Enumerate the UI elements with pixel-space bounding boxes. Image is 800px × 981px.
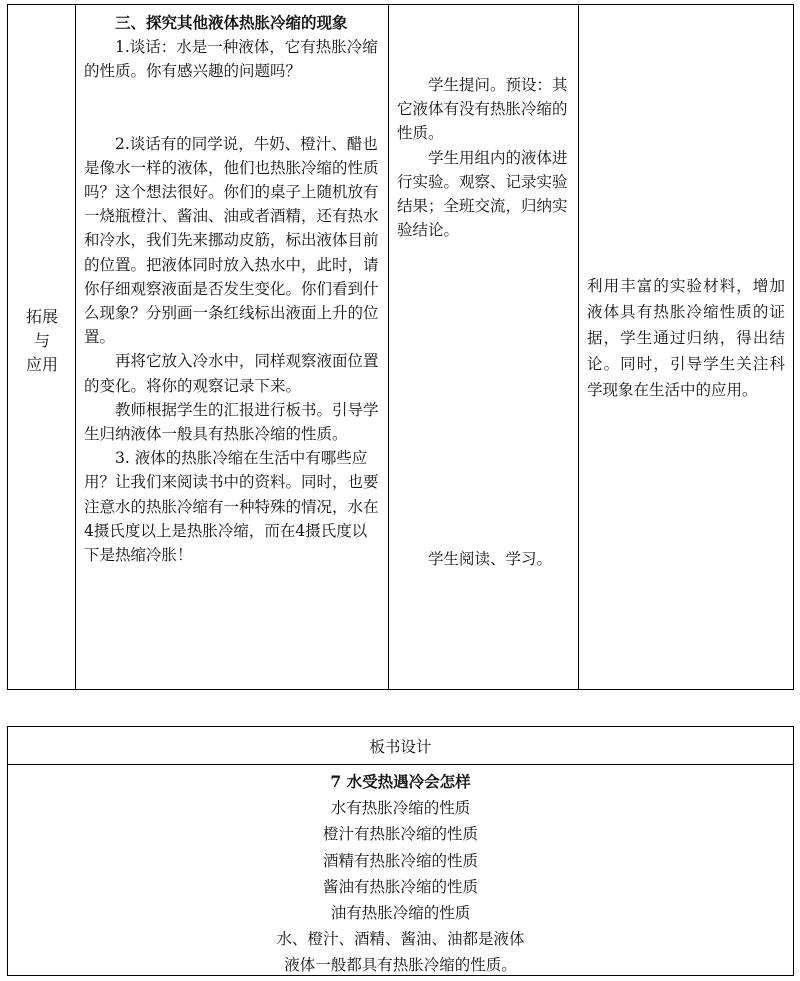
board-line: 酱油有热胀冷缩的性质 — [322, 877, 478, 896]
design-intent-text: 利用丰富的实验材料，增加液体具有热胀冷缩性质的证据，学生通过归纳，得出结论。同时，引导学生关注科学现象在生活中的应用。 — [587, 277, 785, 399]
teacher-paragraph: 教师根据学生的汇报进行板书。引导学生归纳液体一般具有热胀冷缩的性质。 — [84, 400, 379, 444]
board-line: 水、橙汁、酒精、酱油、油都是液体 — [276, 930, 525, 949]
board-design-content — [8, 765, 793, 979]
student-paragraph: 学生提问。预设：其它液体有没有热胀冷缩的性质。 — [397, 76, 568, 143]
board-title: 7 水受热遇冷会怎样 — [330, 772, 471, 791]
student-activity-column — [389, 5, 579, 689]
board-line: 橙汁有热胀冷缩的性质 — [322, 825, 478, 844]
teacher-paragraph: 再将它放入冷水中，同样观察液面位置的变化。将你的观察记录下来。 — [84, 352, 379, 395]
board-line: 水有热胀冷缩的性质 — [330, 799, 471, 818]
stage-column — [8, 5, 76, 689]
student-paragraph: 学生用组内的液体进行实验。观察、记录实验结果；全班交流，归纳实验结论。 — [397, 148, 568, 240]
student-paragraph: 学生阅读、学习。 — [428, 550, 553, 568]
stage-line: 拓展 — [25, 307, 58, 326]
section-heading: 三、探究其他液体热胀冷缩的现象 — [115, 13, 348, 32]
board-line: 酒精有热胀冷缩的性质 — [322, 851, 478, 870]
lesson-table — [7, 4, 794, 690]
stage-label — [8, 305, 76, 377]
teacher-paragraph: 3. 液体的热胀冷缩在生活中有哪些应用？让我们来阅读书中的资料。同时，也要注意水的热胀冷缩有一种特殊的情况，水在4摄氏度以上是热胀冷缩，而在4摄氏度以下是热缩冷胀！ — [84, 449, 379, 565]
teacher-paragraph: 1.谈话：水是一种液体，它有热胀冷缩的性质。你有感兴趣的问题吗？ — [84, 38, 378, 81]
board-design-table — [7, 726, 794, 976]
teacher-activity-column — [76, 5, 389, 689]
design-intent-column — [579, 5, 793, 689]
board-design-header: 板书设计 — [8, 727, 793, 765]
board-line: 油有热胀冷缩的性质 — [330, 904, 471, 923]
teacher-paragraph: 2.谈话有的同学说，牛奶、橙汁、醋也是像水一样的液体，他们也热胀冷缩的性质吗？这个想法很好。你们的桌子上随机放有一烧瓶橙汁、酱油、油或者酒精，还有热水和冷水，我们先来挪动皮筋，标出液体目前的位置。把液体同时放入热水中，此时，请你仔细观察液面是否发生变化。你们看到什么现象？分别画一条红线标出液面上升的位置。 — [84, 134, 379, 347]
stage-line: 与 — [33, 331, 50, 350]
board-line: 液体一般都具有热胀冷缩的性质。 — [284, 956, 517, 975]
stage-line: 应用 — [25, 355, 58, 374]
